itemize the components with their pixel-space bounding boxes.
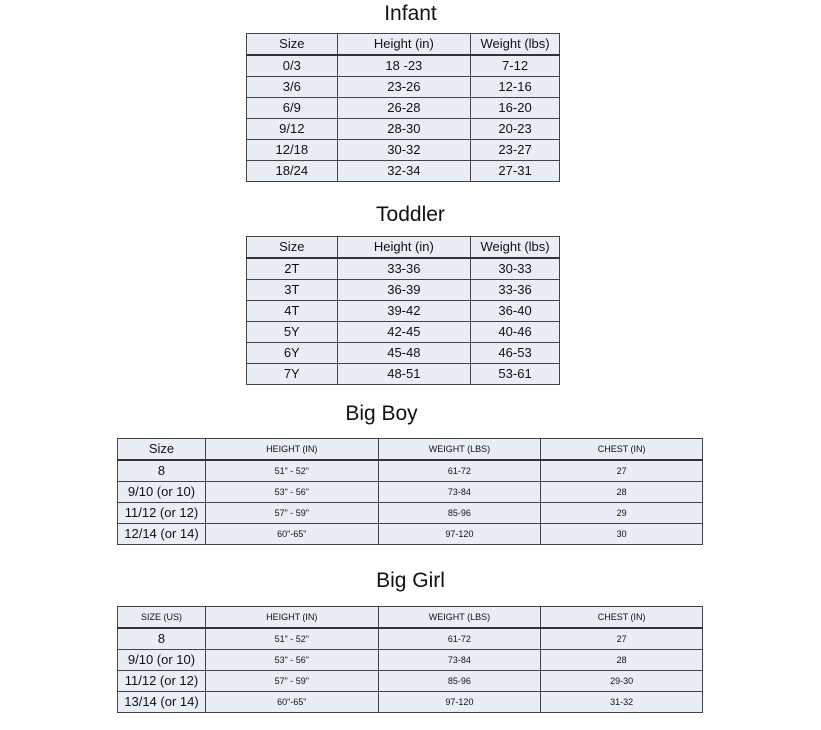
table-row <box>118 671 703 692</box>
toddler-title: Toddler <box>376 203 445 226</box>
size-cell: 11/12 (or 12) <box>118 503 206 524</box>
chest-cell: 30 <box>541 524 703 545</box>
height-cell: 51" - 52" <box>205 628 378 650</box>
table-row <box>118 628 703 650</box>
toddler-size-table <box>246 236 560 385</box>
weight-cell: 27-31 <box>471 161 560 182</box>
chest-cell: 27 <box>541 628 703 650</box>
table-row <box>247 364 560 385</box>
table-row <box>118 524 703 545</box>
height-cell: 53" - 56" <box>205 650 378 671</box>
height-cell: 45-48 <box>337 343 471 364</box>
infant-title: Infant <box>384 2 437 25</box>
height-cell: 48-51 <box>337 364 471 385</box>
header-size: Size <box>118 439 206 461</box>
infant-size-table <box>246 33 560 182</box>
size-cell: 12/14 (or 14) <box>118 524 206 545</box>
header-height: Height (in) <box>337 237 471 259</box>
big-boy-title: Big Boy <box>345 402 418 425</box>
size-cell: 2T <box>247 258 338 280</box>
size-cell: 13/14 (or 14) <box>118 692 206 713</box>
weight-cell: 23-27 <box>471 140 560 161</box>
size-cell: 6/9 <box>247 98 338 119</box>
size-cell: 8 <box>118 460 206 482</box>
table-row <box>247 161 560 182</box>
size-cell: 9/10 (or 10) <box>118 482 206 503</box>
height-cell: 28-30 <box>337 119 471 140</box>
size-cell: 9/10 (or 10) <box>118 650 206 671</box>
height-cell: 39-42 <box>337 301 471 322</box>
size-cell: 0/3 <box>247 55 338 77</box>
size-cell: 18/24 <box>247 161 338 182</box>
weight-cell: 97-120 <box>378 692 541 713</box>
header-weight: WEIGHT (LBS) <box>378 439 541 461</box>
weight-cell: 40-46 <box>471 322 560 343</box>
chest-cell: 31-32 <box>541 692 703 713</box>
height-cell: 53" - 56" <box>205 482 378 503</box>
chest-cell: 29 <box>541 503 703 524</box>
height-cell: 42-45 <box>337 322 471 343</box>
chest-cell: 28 <box>541 650 703 671</box>
table-row <box>247 77 560 98</box>
height-cell: 36-39 <box>337 280 471 301</box>
header-chest: CHEST (IN) <box>541 439 703 461</box>
weight-cell: 85-96 <box>378 671 541 692</box>
table-row <box>118 460 703 482</box>
weight-cell: 20-23 <box>471 119 560 140</box>
height-cell: 60"-65" <box>205 524 378 545</box>
header-height: Height (in) <box>337 34 471 56</box>
header-size: Size <box>247 34 338 56</box>
header-weight: Weight (lbs) <box>471 237 560 259</box>
table-row <box>247 98 560 119</box>
table-header-row <box>118 439 703 461</box>
big-boy-size-table <box>117 438 703 545</box>
header-weight: Weight (lbs) <box>471 34 560 56</box>
height-cell: 33-36 <box>337 258 471 280</box>
table-row <box>118 692 703 713</box>
table-row <box>247 280 560 301</box>
weight-cell: 97-120 <box>378 524 541 545</box>
size-cell: 12/18 <box>247 140 338 161</box>
weight-cell: 85-96 <box>378 503 541 524</box>
weight-cell: 30-33 <box>471 258 560 280</box>
big-girl-title: Big Girl <box>376 569 445 592</box>
size-cell: 5Y <box>247 322 338 343</box>
table-header-row <box>118 607 703 629</box>
table-row <box>247 140 560 161</box>
table-row <box>247 55 560 77</box>
weight-cell: 7-12 <box>471 55 560 77</box>
weight-cell: 36-40 <box>471 301 560 322</box>
height-cell: 18 -23 <box>337 55 471 77</box>
height-cell: 26-28 <box>337 98 471 119</box>
weight-cell: 61-72 <box>378 628 541 650</box>
weight-cell: 73-84 <box>378 482 541 503</box>
weight-cell: 12-16 <box>471 77 560 98</box>
weight-cell: 33-36 <box>471 280 560 301</box>
chest-cell: 27 <box>541 460 703 482</box>
header-chest: CHEST (IN) <box>541 607 703 629</box>
weight-cell: 73-84 <box>378 650 541 671</box>
chest-cell: 29-30 <box>541 671 703 692</box>
big-girl-size-table <box>117 606 703 713</box>
header-height: HEIGHT (IN) <box>205 439 378 461</box>
table-row <box>247 258 560 280</box>
header-height: HEIGHT (IN) <box>205 607 378 629</box>
header-size: SIZE (US) <box>118 607 206 629</box>
size-cell: 3T <box>247 280 338 301</box>
height-cell: 57" - 59" <box>205 503 378 524</box>
table-row <box>247 301 560 322</box>
table-row <box>118 482 703 503</box>
weight-cell: 46-53 <box>471 343 560 364</box>
table-header-row <box>247 237 560 259</box>
size-cell: 7Y <box>247 364 338 385</box>
weight-cell: 61-72 <box>378 460 541 482</box>
height-cell: 23-26 <box>337 77 471 98</box>
table-row <box>247 322 560 343</box>
height-cell: 51" - 52" <box>205 460 378 482</box>
height-cell: 60"-65" <box>205 692 378 713</box>
size-cell: 8 <box>118 628 206 650</box>
table-row <box>118 650 703 671</box>
weight-cell: 53-61 <box>471 364 560 385</box>
table-row <box>247 343 560 364</box>
table-row <box>118 503 703 524</box>
size-cell: 6Y <box>247 343 338 364</box>
table-row <box>247 119 560 140</box>
height-cell: 32-34 <box>337 161 471 182</box>
header-size: Size <box>247 237 338 259</box>
size-cell: 3/6 <box>247 77 338 98</box>
weight-cell: 16-20 <box>471 98 560 119</box>
chest-cell: 28 <box>541 482 703 503</box>
height-cell: 57" - 59" <box>205 671 378 692</box>
size-cell: 9/12 <box>247 119 338 140</box>
height-cell: 30-32 <box>337 140 471 161</box>
header-weight: WEIGHT (LBS) <box>378 607 541 629</box>
size-cell: 4T <box>247 301 338 322</box>
size-cell: 11/12 (or 12) <box>118 671 206 692</box>
table-header-row <box>247 34 560 56</box>
